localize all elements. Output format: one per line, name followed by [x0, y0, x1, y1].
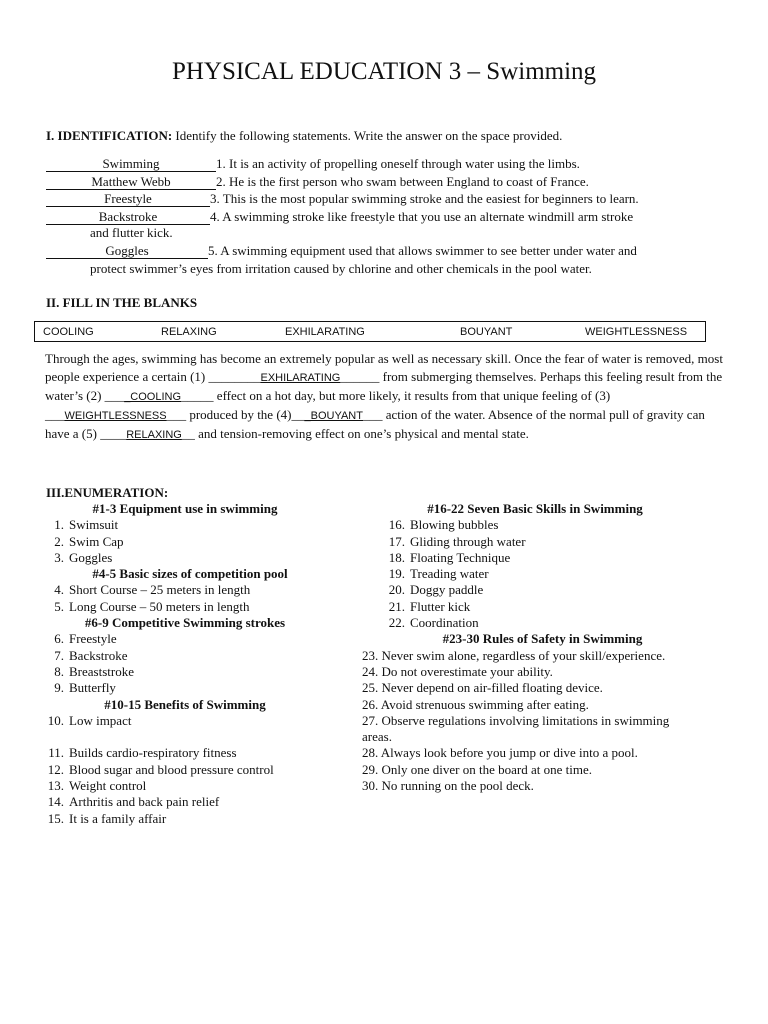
answer-blank: Goggles: [46, 244, 208, 259]
paragraph-text: ___ produced by the (4)__: [166, 407, 305, 422]
enum-item: [40, 745, 370, 761]
rule-line: areas.: [362, 729, 392, 745]
enum-text: Swimsuit: [69, 517, 119, 533]
question-text: 1. It is an activity of propelling oneself through water using the limbs.: [216, 156, 580, 171]
paragraph-text: ___ action of the water. Absence of the normal pull of gravity can have a (5) ____: [45, 407, 705, 441]
enum-item: [381, 517, 720, 533]
rule-line: 30. No running on the pool deck.: [362, 778, 534, 794]
enum-number: 5.: [54, 598, 64, 614]
enum-number: 6.: [54, 631, 64, 647]
page-title: PHYSICAL EDUCATION 3 – Swimming: [171, 58, 597, 85]
enum-text: Floating Technique: [410, 549, 511, 565]
enum-number: 11.: [48, 745, 64, 761]
enumeration-left-column: [40, 501, 370, 827]
blank-line: [40, 729, 370, 745]
rules-list: [362, 648, 720, 795]
enum-subheading: #6-9 Competitive Swimming strokes: [84, 615, 286, 631]
identification-item-5-cont: protect swimmer’s eyes from irritation caused by chlorine and other chemicals in the pool water.: [90, 261, 592, 276]
enum-item: [40, 713, 370, 729]
filled-blank-1: EXHILARATING: [260, 372, 341, 384]
question-text: 5. A swimming equipment used that allows swimmer to see better under water and: [208, 243, 637, 258]
answer-blank: Swimming: [46, 157, 216, 172]
enum-number: 18.: [388, 549, 405, 565]
enum-item: [40, 811, 370, 827]
filled-blank-4: _BOUYANT: [304, 410, 363, 422]
enum-subheading: #4-5 Basic sizes of competition pool: [92, 566, 288, 582]
paragraph-text: __ and tension-removing effect on one’s physical and mental state.: [181, 426, 529, 441]
enum-text: Coordination: [410, 615, 479, 631]
enum-item: [40, 680, 370, 696]
enum-number: 14.: [47, 794, 64, 810]
filled-blank-3: WEIGHTLESSNESS: [64, 410, 167, 422]
enum-number: 12.: [47, 761, 64, 777]
identification-heading: I. IDENTIFICATION:: [46, 128, 173, 143]
fill-blanks-heading: II. FILL IN THE BLANKS: [46, 295, 198, 310]
identification-header: [46, 127, 562, 144]
enum-number: 22.: [388, 615, 405, 631]
enum-number: 2.: [54, 533, 64, 549]
identification-item-4: [46, 208, 633, 225]
rule-line: 29. Only one diver on the board at one time.: [362, 761, 592, 777]
enum-text: Weight control: [69, 778, 147, 794]
answer-blank: Backstroke: [46, 210, 210, 225]
enum-item: [381, 550, 720, 566]
enum-number: 8.: [54, 663, 64, 679]
enum-text: Treading water: [410, 566, 489, 582]
enum-text: Swim Cap: [69, 533, 124, 549]
word-bank-item: WEIGHTLESSNESS: [585, 326, 688, 338]
enum-item: [40, 648, 370, 664]
filled-blank-2: _COOLING: [124, 391, 182, 403]
word-bank-item: RELAXING: [161, 326, 217, 338]
enum-subheading: #10-15 Benefits of Swimming: [104, 696, 266, 712]
enum-text: Freestyle: [69, 631, 117, 647]
enum-number: 1.: [54, 517, 64, 533]
enum-text: Long Course – 50 meters in length: [69, 598, 250, 614]
enum-text: Goggles: [69, 549, 113, 565]
identification-item-1: [46, 155, 580, 172]
identification-item-2: [46, 173, 589, 190]
enum-number: 9.: [54, 680, 64, 696]
enum-item: [40, 664, 370, 680]
enum-item: [40, 599, 370, 615]
enum-text: Gliding through water: [410, 533, 526, 549]
enum-text: Arthritis and back pain relief: [69, 794, 220, 810]
enum-number: 13.: [47, 778, 64, 794]
enum-text: Short Course – 25 meters in length: [69, 582, 251, 598]
enum-subheading: #23-30 Rules of Safety in Swimming: [442, 631, 643, 647]
enum-number: 20.: [388, 582, 405, 598]
enum-text: It is a family affair: [69, 810, 167, 826]
enum-number: 19.: [388, 566, 405, 582]
enum-item: [40, 517, 370, 533]
enum-item: [381, 615, 720, 631]
identification-item-3: [46, 190, 639, 207]
enum-item: [381, 599, 720, 615]
word-bank-item: EXHILARATING: [285, 326, 365, 338]
fill-blanks-paragraph: [45, 350, 725, 444]
enum-number: 7.: [54, 647, 64, 663]
enum-subheading: #1-3 Equipment use in swimming: [92, 501, 278, 516]
enum-text: Low impact: [69, 712, 132, 728]
enum-item: [381, 534, 720, 550]
enum-text: Blood sugar and blood pressure control: [69, 761, 274, 777]
paragraph-text: ______ from submerging themselves. Perhaps this feeling result from the water’s (2) ___: [45, 369, 723, 403]
enum-subheading: #16-22 Seven Basic Skills in Swimming: [427, 501, 643, 516]
enum-text: Butterfly: [69, 680, 116, 696]
enum-number: 3.: [54, 549, 64, 565]
identification-item-5: [46, 242, 637, 259]
identification-item-4-cont: and flutter kick.: [90, 225, 173, 240]
enum-item: [40, 582, 370, 598]
enum-item: [40, 778, 370, 794]
paragraph-text: Through the ages, swimming has become an extremely popular as well as necessary skill. Once the fear of water is removed, most people experience a certain (1) ________: [45, 351, 723, 384]
enum-item: [381, 566, 720, 582]
enum-text: Builds cardio-respiratory fitness: [69, 745, 237, 761]
enum-item: [40, 631, 370, 647]
skills-list: [375, 517, 720, 631]
enum-item: [40, 534, 370, 550]
enumeration-right-column: [362, 501, 720, 794]
word-bank-box: [34, 321, 706, 342]
answer-blank: Matthew Webb: [46, 175, 216, 190]
rule-line: 25. Never depend on air-filled floating device.: [362, 680, 603, 696]
paragraph-text: _____ effect on a hot day, but more likely, it results from that unique feeling of (3) ___: [45, 388, 611, 422]
rule-line: 26. Avoid strenuous swimming after eating.: [362, 696, 589, 712]
enum-item: [40, 762, 370, 778]
enum-text: Flutter kick: [410, 598, 471, 614]
word-bank-item: COOLING: [43, 326, 94, 338]
enum-number: 15.: [47, 810, 64, 826]
enum-text: Backstroke: [69, 647, 128, 663]
rule-line: 27. Observe regulations involving limitations in swimming: [362, 712, 670, 728]
enum-text: Doggy paddle: [410, 582, 484, 598]
enum-text: Blowing bubbles: [410, 517, 499, 533]
enum-number: 17.: [388, 533, 405, 549]
enum-number: 10.: [47, 712, 64, 728]
enum-number: 4.: [54, 582, 64, 598]
question-text: 2. He is the first person who swam between England to coast of France.: [216, 174, 589, 189]
question-text: 4. A swimming stroke like freestyle that you use an alternate windmill arm stroke: [210, 209, 634, 224]
enum-item: [381, 582, 720, 598]
rule-line: 24. Do not overestimate your ability.: [362, 663, 553, 679]
filled-blank-5: RELAXING: [126, 429, 182, 441]
enum-number: 21.: [388, 598, 405, 614]
rule-line: 23. Never swim alone, regardless of your skill/experience.: [362, 647, 666, 663]
enum-item: [40, 794, 370, 810]
enum-text: Breaststroke: [69, 663, 134, 679]
question-text: 3. This is the most popular swimming stroke and the easiest for beginners to learn.: [210, 191, 639, 206]
enum-number: 16.: [388, 517, 405, 533]
identification-instruction: Identify the following statements. Write the answer on the space provided.: [175, 128, 563, 143]
rule-line: 28. Always look before you jump or dive into a pool.: [362, 745, 638, 761]
enumeration-heading: III.ENUMERATION:: [46, 485, 169, 500]
enum-item: [40, 550, 370, 566]
answer-blank: Freestyle: [46, 192, 210, 207]
word-bank-item: BOUYANT: [460, 326, 513, 338]
